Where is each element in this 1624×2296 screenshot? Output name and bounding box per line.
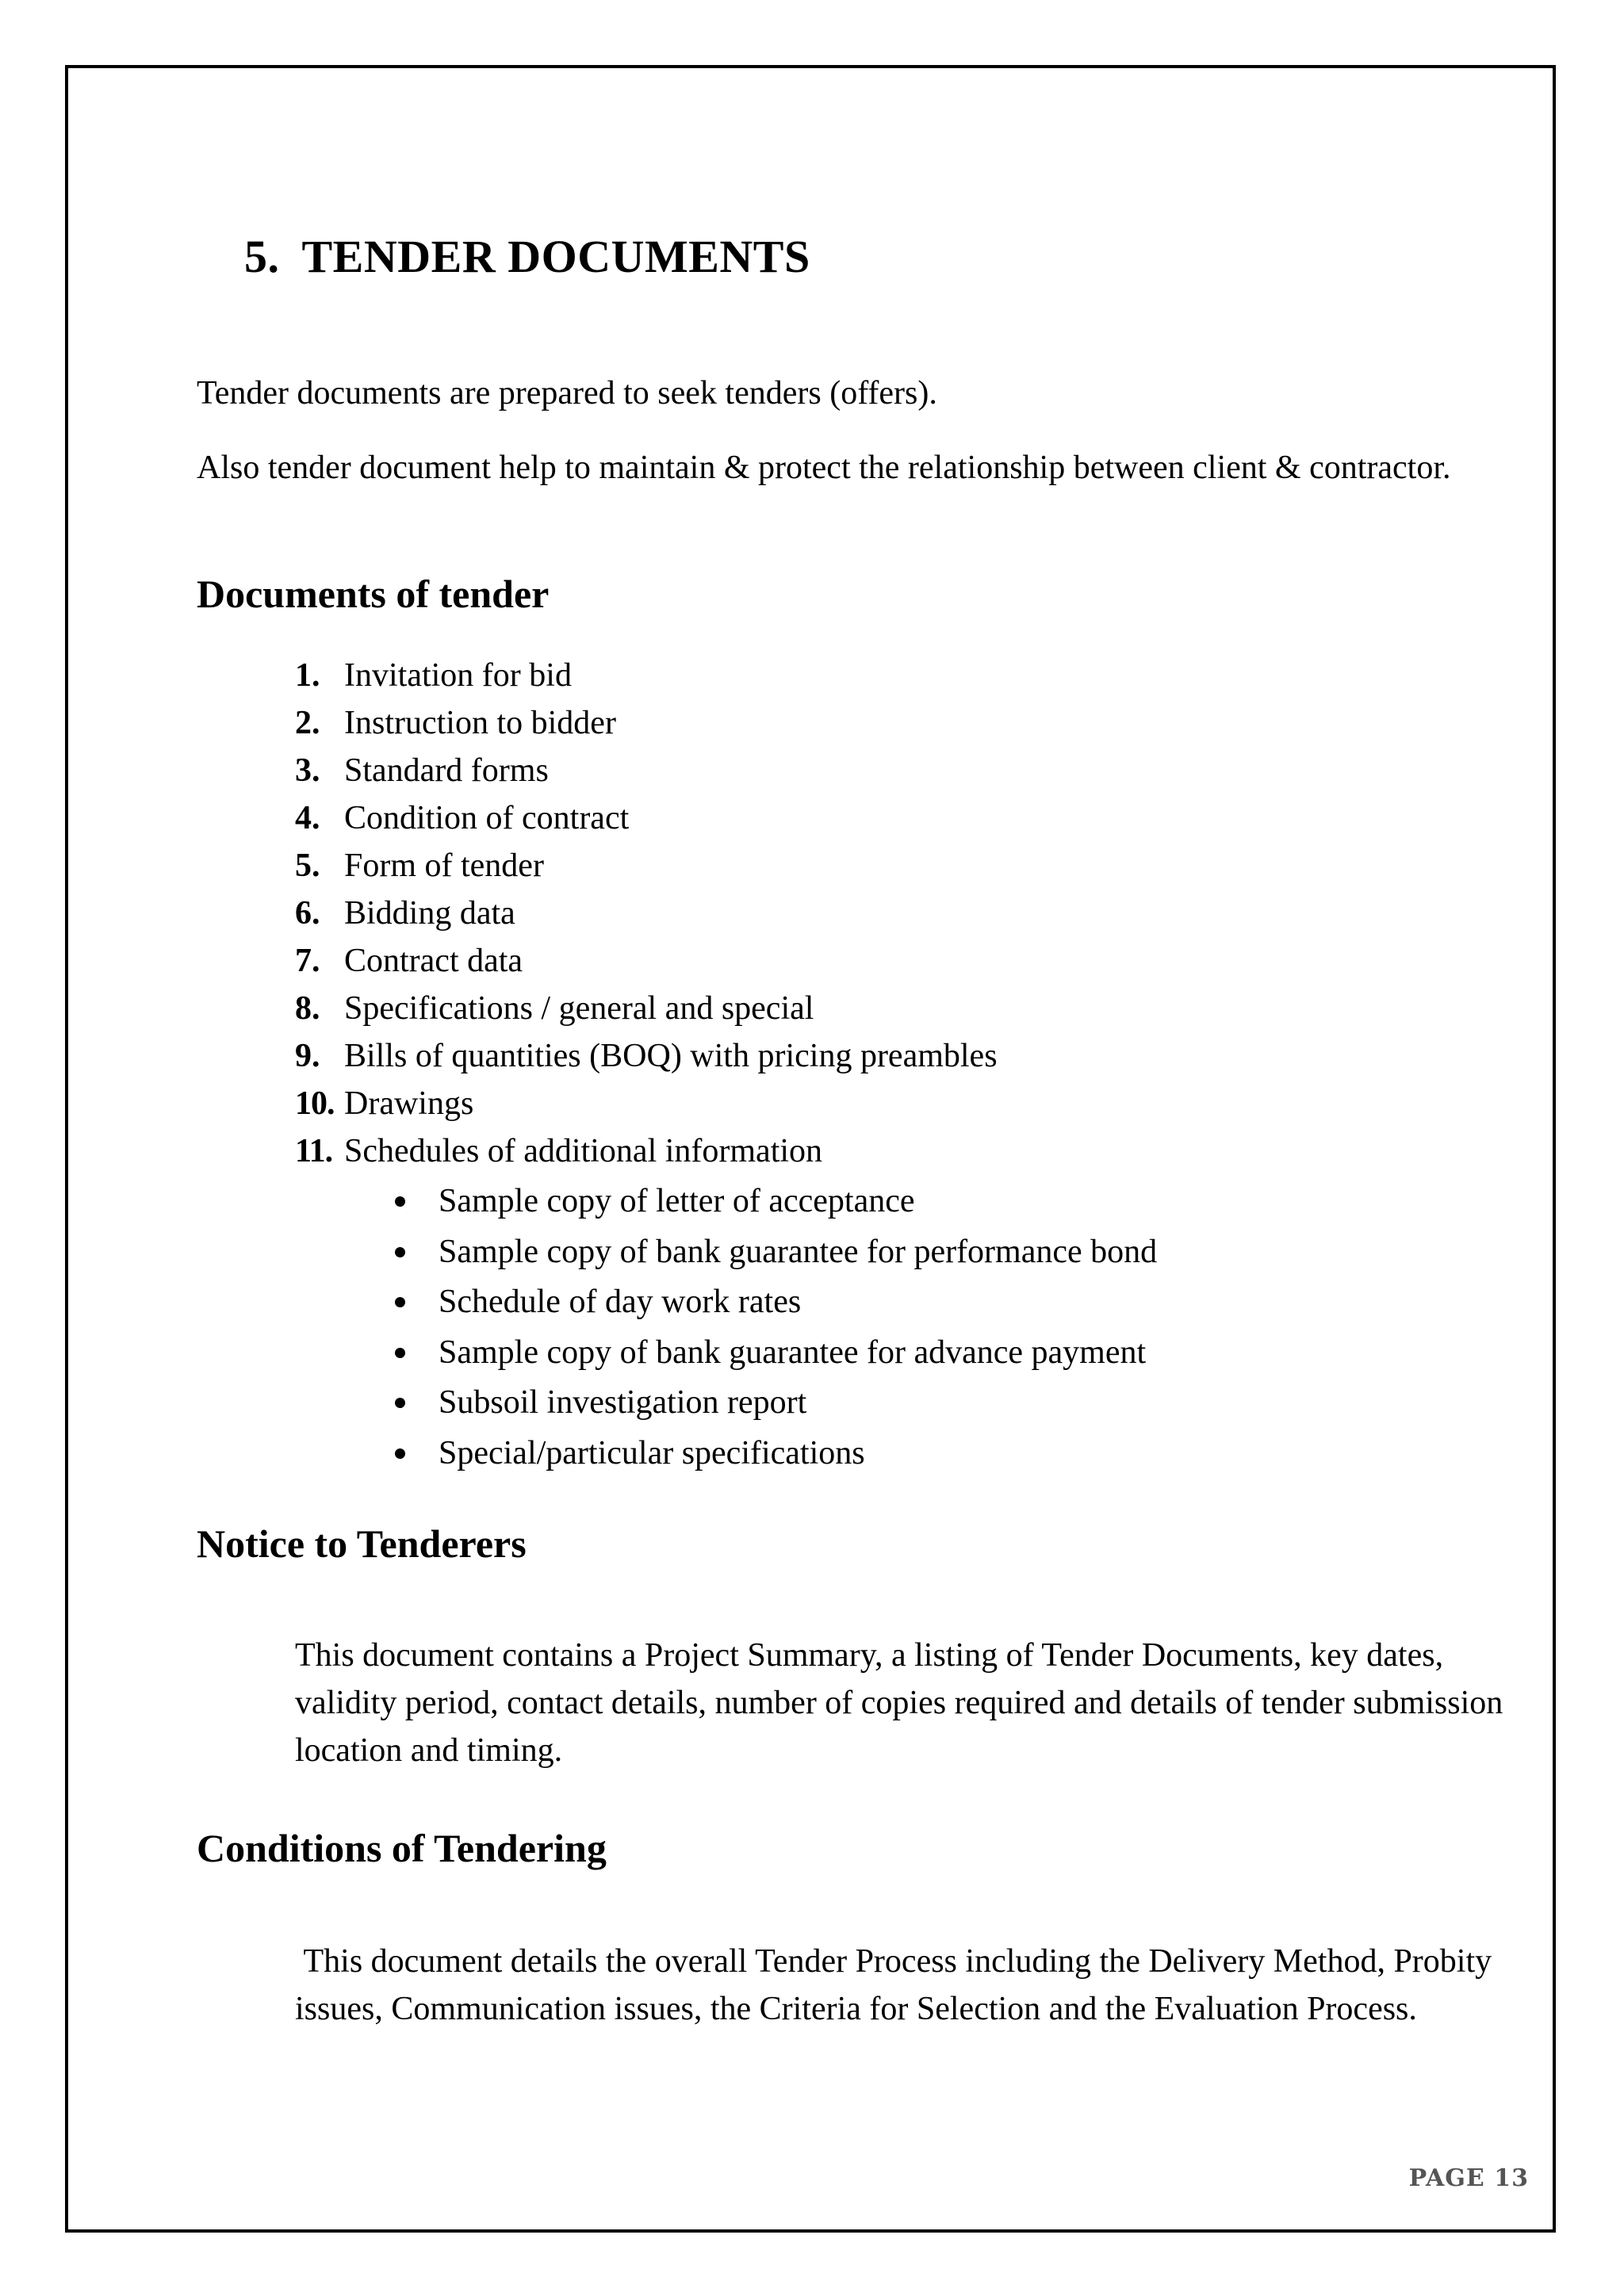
bullet-item — [395, 1227, 1157, 1278]
bullet-icon — [395, 1196, 405, 1207]
documents-heading: Documents of tender — [197, 572, 550, 616]
bullet-item — [395, 1277, 1157, 1328]
list-item-number: 3. — [295, 752, 320, 789]
list-item — [295, 985, 998, 1032]
list-item-text: Schedules of additional information — [344, 1133, 823, 1169]
conditions-heading: Conditions of Tendering — [197, 1826, 607, 1870]
bullet-item — [395, 1177, 1157, 1227]
list-item-text: Bills of quantities (BOQ) with pricing preambles — [344, 1038, 998, 1074]
list-item-number: 5. — [295, 848, 320, 884]
list-item-number: 10. — [295, 1085, 335, 1122]
list-item-text: Standard forms — [344, 752, 549, 789]
bullet-item-text: Sample copy of bank guarantee for performance bond — [439, 1233, 1158, 1270]
list-item-number: 6. — [295, 895, 320, 932]
bullet-icon — [395, 1297, 405, 1307]
list-item-number: 9. — [295, 1038, 320, 1074]
list-item — [295, 842, 998, 890]
list-item-number: 4. — [295, 800, 320, 836]
bullet-icon — [395, 1398, 405, 1408]
section-title-text: TENDER DOCUMENTS — [301, 231, 810, 282]
bullet-item-text: Subsoil investigation report — [439, 1384, 807, 1421]
intro-paragraph-1: Tender documents are prepared to seek tenders (offers). — [197, 375, 937, 411]
bullet-item-text: Special/particular specifications — [439, 1434, 865, 1471]
list-item — [295, 747, 998, 794]
bullet-item-text: Sample copy of bank guarantee for advance payment — [439, 1334, 1147, 1371]
list-item-number: 11. — [295, 1133, 333, 1169]
list-item-text: Bidding data — [344, 895, 515, 932]
conditions-paragraph: This document details the overall Tender Process including the Delivery Method, Probity issues, Communication issues, the Criteria for Selection and the Evaluation Process. — [295, 1943, 1500, 2027]
bullet-item-text: Schedule of day work rates — [439, 1284, 802, 1320]
list-item — [295, 794, 998, 842]
list-item — [295, 1127, 998, 1175]
list-item-number: 1. — [295, 657, 320, 694]
list-item-text: Instruction to bidder — [344, 705, 616, 741]
section-title — [244, 230, 810, 283]
bullet-icon — [395, 1247, 405, 1257]
intro-paragraph-2: Also tender document help to maintain & protect the relationship between client & contractor. — [197, 450, 1451, 486]
list-item-text: Specifications / general and special — [344, 990, 814, 1027]
additional-info-list — [395, 1177, 1157, 1479]
bullet-item — [395, 1429, 1157, 1479]
list-item — [295, 699, 998, 747]
notice-heading: Notice to Tenderers — [197, 1521, 527, 1566]
list-item-number: 7. — [295, 943, 320, 979]
list-item — [295, 890, 998, 937]
bullet-icon — [395, 1348, 405, 1358]
list-item-text: Invitation for bid — [344, 657, 572, 694]
list-item — [295, 937, 998, 985]
bullet-item-text: Sample copy of letter of acceptance — [439, 1183, 915, 1219]
list-item-number: 8. — [295, 990, 320, 1027]
list-item — [295, 652, 998, 699]
list-item-text: Contract data — [344, 943, 523, 979]
bullet-item — [395, 1378, 1157, 1429]
documents-list — [295, 652, 998, 1175]
list-item-text: Form of tender — [344, 848, 544, 884]
list-item-number: 2. — [295, 705, 320, 741]
bullet-icon — [395, 1448, 405, 1459]
section-number: 5. — [244, 231, 280, 282]
list-item-text: Condition of contract — [344, 800, 630, 836]
bullet-item — [395, 1328, 1157, 1379]
page-number: PAGE 13 — [1408, 2164, 1529, 2192]
list-item — [295, 1032, 998, 1080]
list-item-text: Drawings — [344, 1085, 474, 1122]
list-item — [295, 1080, 998, 1127]
notice-paragraph: This document contains a Project Summary, a listing of Tender Documents, key dates, validity period, contact details, number of copies required and details of tender submission location and timing. — [295, 1637, 1503, 1769]
